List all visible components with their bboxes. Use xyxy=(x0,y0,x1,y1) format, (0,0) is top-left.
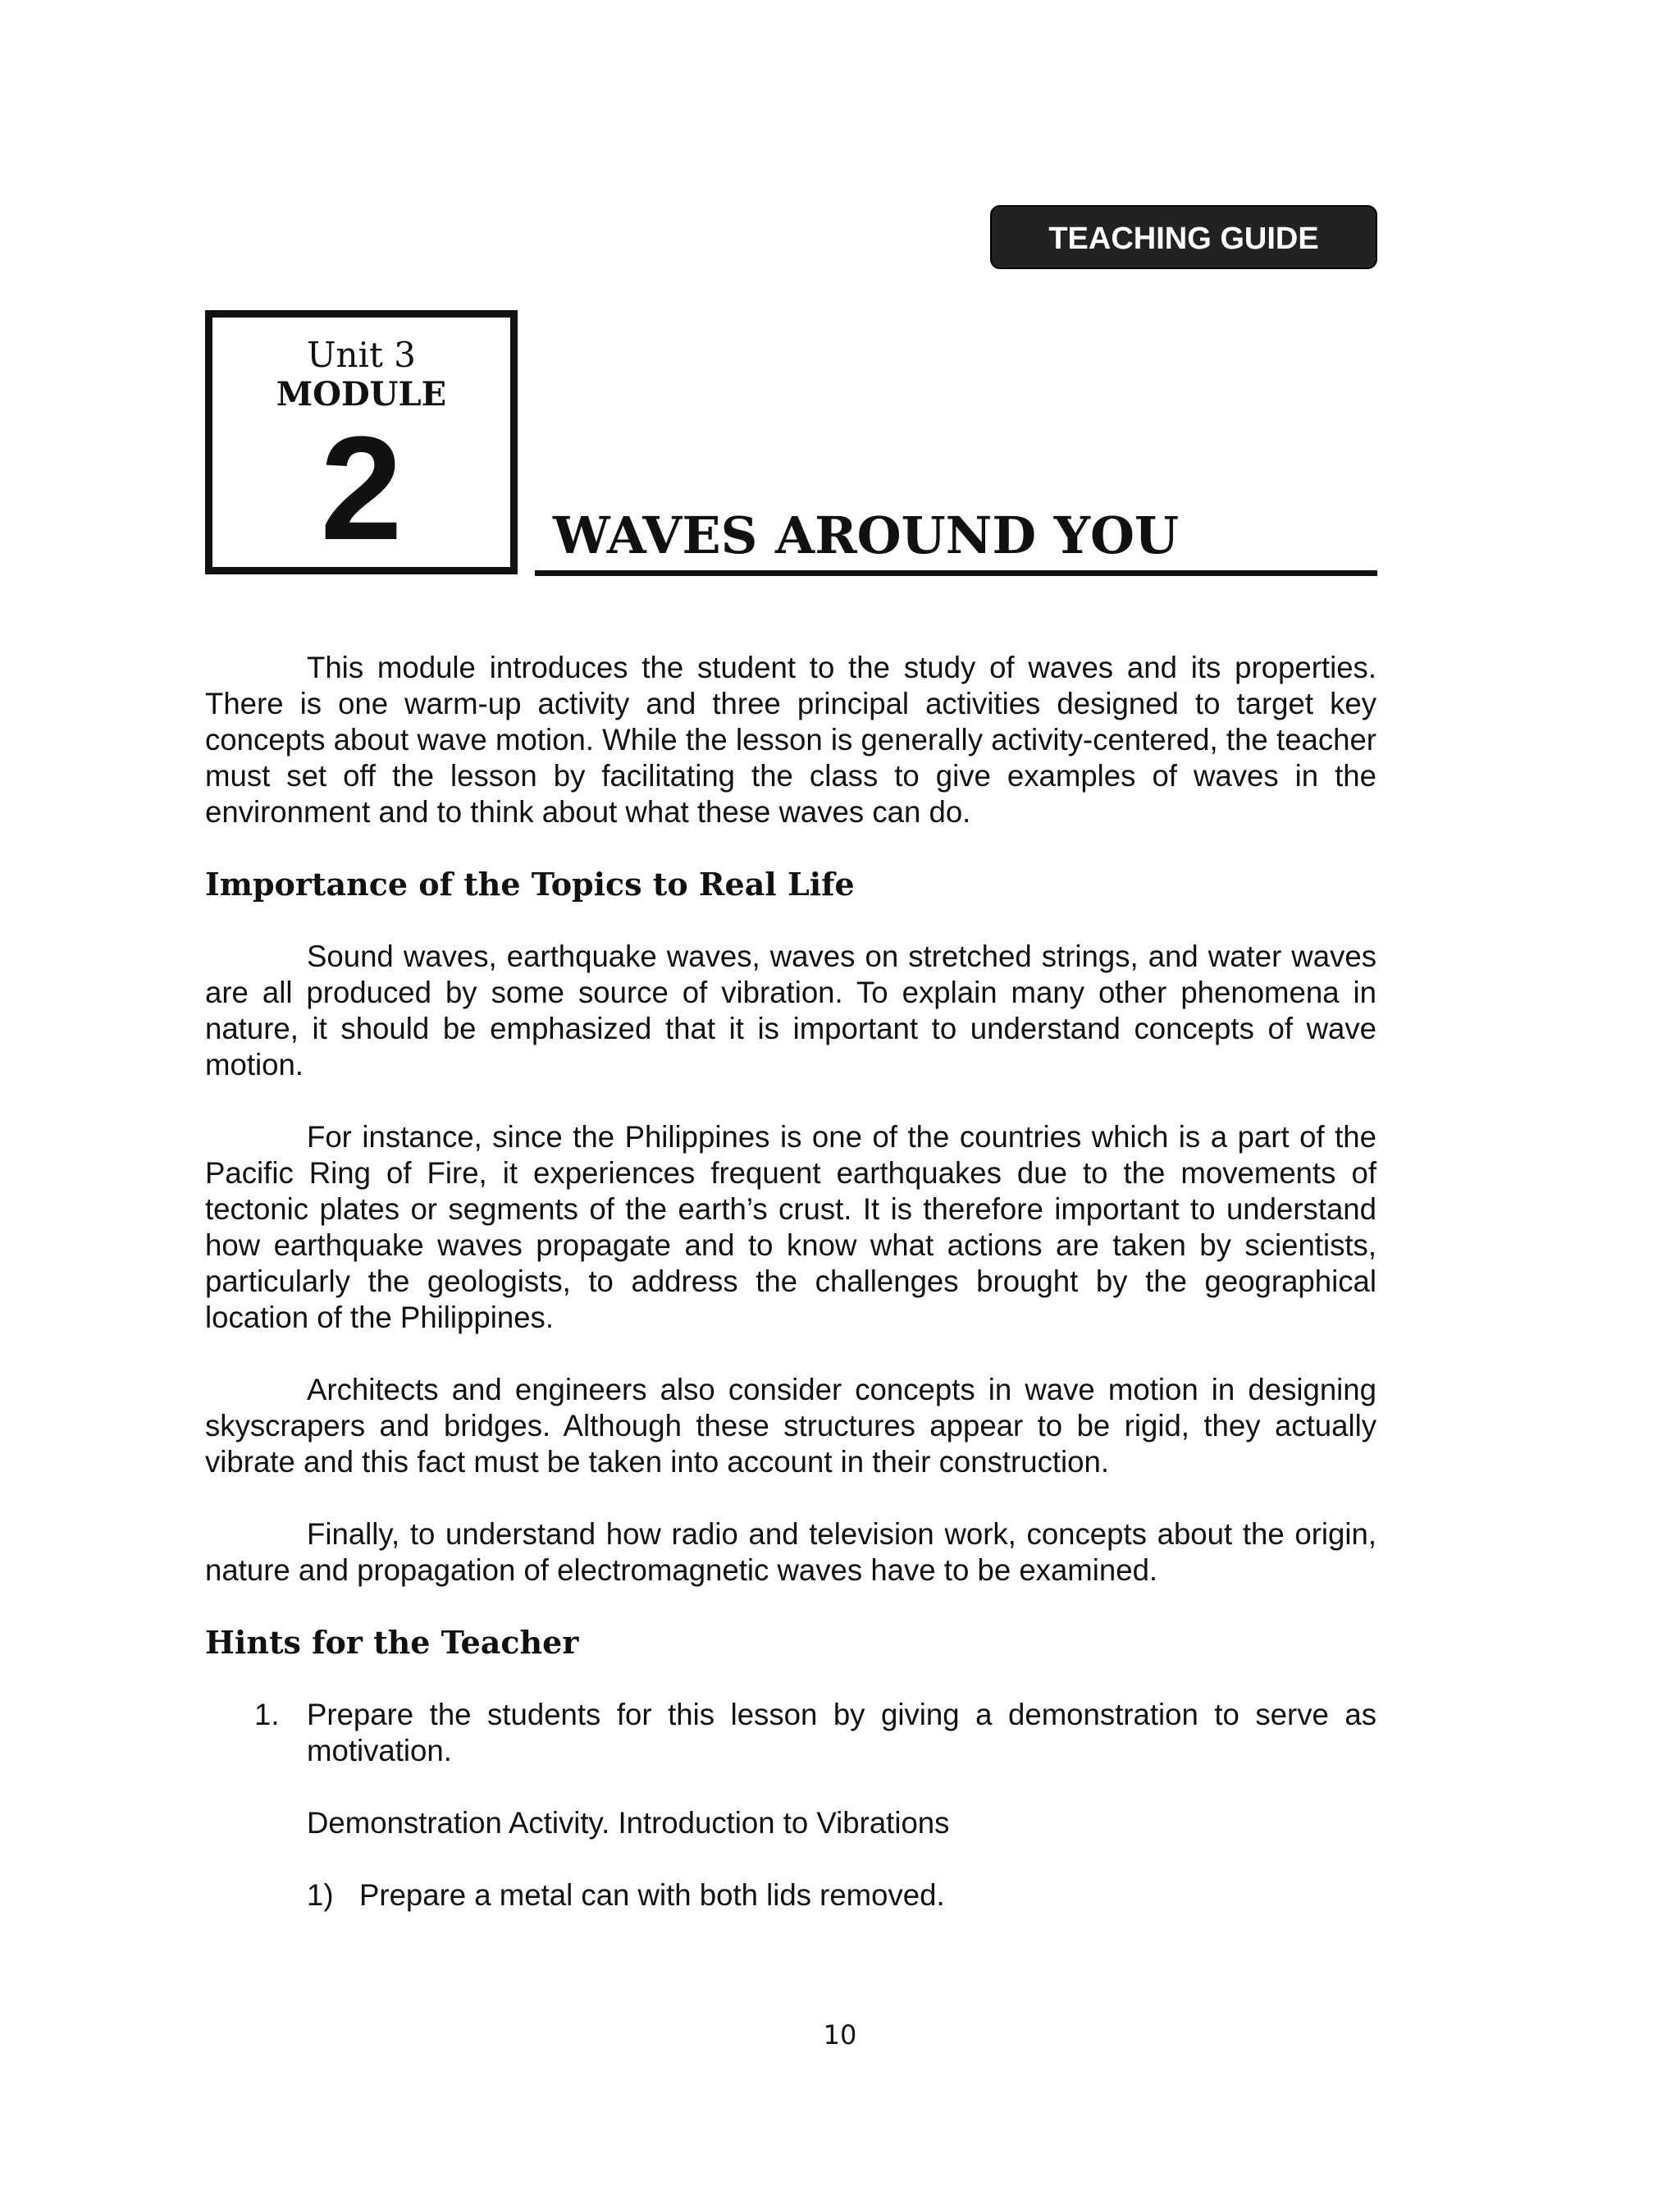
page-number: 10 xyxy=(823,2019,857,2051)
sub-list-item xyxy=(307,1877,1376,1913)
demo-activity-title: Demonstration Activity. Introduction to Vibrations xyxy=(307,1806,950,1840)
teaching-guide-badge: TEACHING GUIDE xyxy=(990,205,1377,269)
title-underline xyxy=(535,570,1377,576)
intro-paragraph: This module introduces the student to the study of waves and its properties. There is one warm-up activity and three principal activities designed to target key concepts about wave motion. While the lesson is generally activity-centered, the teacher must set off the lesson by facilitating the class to give examples of waves in the environment and to think about what these waves can do. xyxy=(205,651,1376,829)
section-heading-importance: Importance of the Topics to Real Life xyxy=(205,866,855,903)
list-item-text: Prepare the students for this lesson by giving a demonstration to serve as motivation. xyxy=(307,1698,1376,1767)
paragraph: Architects and engineers also consider concepts in wave motion in designing skyscrapers and bridges. Although these structures appear to be rigid, they actually vibrate and this fact must be taken into account in their construction. xyxy=(205,1373,1376,1479)
module-number: 2 xyxy=(320,406,403,571)
module-label: MODULE xyxy=(276,375,447,414)
sub-list-item-number: 1) xyxy=(307,1878,334,1912)
module-box xyxy=(205,310,518,574)
paragraph: Finally, to understand how radio and television work, concepts about the origin, nature and propagation of electromagnetic waves have to be examined. xyxy=(205,1517,1376,1587)
sub-list-item-text: Prepare a metal can with both lids removed. xyxy=(359,1878,945,1912)
list-item xyxy=(205,1697,1376,1769)
paragraph: For instance, since the Philippines is one of the countries which is a part of the Pacific Ring of Fire, it experiences frequent earthquakes due to the movements of tectonic plates or segments of the earth’s crust. It is therefore important to understand how earthquake waves propagate and to know what actions are taken by scientists, particularly the geologists, to address the challenges brought by the geographical location of the Philippines. xyxy=(205,1120,1376,1334)
list-item-number: 1. xyxy=(254,1698,280,1731)
section-heading-hints: Hints for the Teacher xyxy=(205,1624,579,1661)
page-title: WAVES AROUND YOU xyxy=(553,505,1180,565)
paragraph: Sound waves, earthquake waves, waves on stretched strings, and water waves are all produced by some source of vibration. To explain many other phenomena in nature, it should be emphasized that it is important to understand concepts of wave motion. xyxy=(205,940,1376,1081)
unit-label: Unit 3 xyxy=(307,335,416,375)
document-body xyxy=(205,650,1376,1950)
